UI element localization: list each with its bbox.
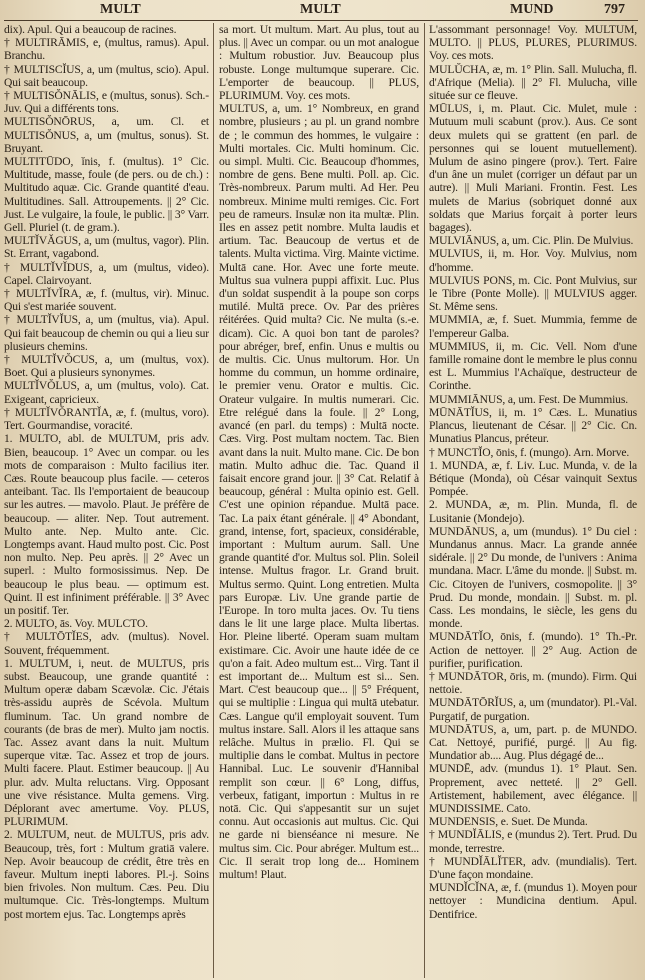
dictionary-entry: † MUNDĬĀLĬTER, adv. (mundialis). Tert. D'une façon mondaine.: [429, 854, 637, 881]
dictionary-entry: † MULTISŎNĀLIS, e (multus, sonus). Sch.-Juv. Qui a différents tons.: [4, 89, 209, 116]
dictionary-entry: † MULTĬVĬDUS, a, um (multus, video). Capel. Clairvoyant.: [4, 260, 209, 287]
dictionary-entry: † MUNDĬĀLIS, e (mundus 2). Tert. Prud. Du monde, terrestre.: [429, 828, 637, 855]
dictionary-entry: MULTISŎNŌRUS, a, um. Cl. et MULTISŎNUS, a, um (multus, sonus). St. Bruyant.: [4, 115, 209, 155]
dictionary-entry: MULTĬVĂGUS, a, um (multus, vagor). Plin. St. Errant, vagabond.: [4, 234, 209, 261]
dictionary-entry: 1. MULTUM, i, neut. de MULTUS, pris subst. Beaucoup, une grande quantité : Multum operæ dabam Scævolæ. Cic. J'étais très-assidu auprès de Scévola. Multum fluminum. Tac. Un grand nombre de courants (de bras de mer). Multo jam noctis. Tac. Assez avant dans la nuit. Multum superque vitæ. Tac. Assez et trop de jours. Multi facere. Plaut. Estimer beaucoup. || Au plur. adv. Multa reluctans. Virg. Opposant une vive résistance. Multa gemens. Virg. Déplorant avec amertume. Voy. PLUS, PLURIMUM.: [4, 656, 209, 829]
header-rule: [4, 20, 638, 21]
columns-area: [0, 23, 645, 978]
page-header: [0, 2, 645, 22]
dictionary-entry: MUNDĀTŌRĬUS, a, um (mundator). Pl.-Val. Purgatif, de purgation.: [429, 696, 637, 723]
left-guide-word: MULT: [100, 2, 141, 17]
dictionary-entry: † MULTĬVŎCUS, a, um (multus, vox). Boet. Qui a plusieurs synonymes.: [4, 353, 209, 380]
dictionary-entry: 1. MULTO, abl. de MULTUM, pris adv. Bien, beaucoup. 1° Avec un compar. ou les mots de comparaison : Multo facilius iter. Cæs. Route beaucoup plus facile. — ceteros anteibant. Tac. Ils l'emportaient de beaucoup sur les autres. — mavolo. Plaut. Je préfère de beaucoup. — aliter. Nep. Tout autrement. Multo ante. Nep. Multo ante. Cic. Longtemps avant. Haud multo post. Cic. Post non multo. Nep. Peu après. || 2° Avec un superl. : Multo formosissimus. Nep. De beaucoup le plus beau. — optimum est. Quint. Il est infiniment préférable. || 3° Avec un positif. Ter.: [4, 432, 209, 617]
dictionary-entry: † MULTĬVĬUS, a, um (multus, via). Apul. Qui fait beaucoup de chemin ou qui a lieu sur plusieurs chemins.: [4, 313, 209, 353]
dictionary-entry: MULTITŪDO, ĭnis, f. (multus). 1° Cic. Multitude, masse, foule (de pers. ou de ch.) : Multitudo aquæ. Cic. Grande quantité d'eau. Multitudines. Sall. Attroupements. || 2° Cic. Just. Le vulgaire, la foule, le public. || 3° Varr. Gell. Pluriel (t. de gram.).: [4, 155, 209, 235]
dictionary-entry: MUNDENSIS, e. Suet. De Munda.: [429, 815, 588, 829]
dictionary-entry: † MUNCTĬO, ōnis, f. (mungo). Arn. Morve.: [429, 445, 630, 459]
right-guide-word: MUND: [510, 2, 554, 17]
column-3: [429, 23, 637, 978]
dictionary-entry: L'assommant personnage! Voy. MULTUM, MULTO. || PLUS, PLURES, PLURIMUS. Voy. ces mots.: [429, 23, 637, 63]
middle-guide-word: MULT: [300, 2, 341, 17]
dictionary-entry: MULŬCHA, æ, m. 1° Plin. Sall. Mulucha, fl. d'Afrique (Melia). || 2° Fl. Mulucha, ville située sur ce fleuve.: [429, 62, 637, 103]
dictionary-entry: MUNDĬCĬNA, æ, f. (mundus 1). Moyen pour nettoyer : Mundicina dentium. Apul. Dentifrice.: [429, 881, 637, 921]
dictionary-entry: MUNDĒ, adv. (mundus 1). 1° Plaut. Sen. Proprement, avec netteté. || 2° Gell. Artistement, habilement, avec élégance. || MUNDISSIME. Cato.: [429, 762, 637, 815]
column-divider: [213, 23, 214, 978]
dictionary-entry: MUNDĀNUS, a, um (mundus). 1° Du ciel : Mundanus annus. Macr. La grande année sidérale. || 2° Du monde, de l'univers : Anima mundana. Macr. L'âme du monde. || Subst. m. Cic. Citoyen de l'univers, cosmopolite. || 3° Prud. Du monde, mondain. || Subst. m. pl. Cass. Les mondains, le siècle, les gens du monde.: [429, 524, 637, 631]
dictionary-entry: sa mort. Ut multum. Mart. Au plus, tout au plus. || Avec un compar. ou un mot analogue : Multum robustior. Juv. Beaucoup plus robuste. Longe multumque superare. Cic. L'emporter de beaucoup. || PLUS, PLURIMUM. Voy. ces mots.: [219, 23, 419, 103]
dictionary-entry: MULVIUS, ii, m. Hor. Voy. Mulvius, nom d'homme.: [429, 247, 637, 274]
dictionary-entry: † MULTIRĀMIS, e, (multus, ramus). Apul. Branchu.: [4, 36, 209, 63]
dictionary-entry: 2. MUNDA, æ, m. Plin. Munda, fl. de Lusitanie (Mondejo).: [429, 498, 637, 525]
dictionary-entry: 2. MULTO, ās. Voy. MULCTO.: [4, 617, 148, 631]
dictionary-entry: MUNDĀTĬO, ōnis, f. (mundo). 1° Th.-Pr. Action de nettoyer. || 2° Aug. Action de purifier, purification.: [429, 630, 637, 670]
dictionary-entry: † MULTISCĬUS, a, um (multus, scio). Apul. Qui sait beaucoup.: [4, 62, 209, 89]
dictionary-entry: † MULTĬVŎRANTĬA, æ, f. (multus, voro). Tert. Gourmandise, voracité.: [4, 405, 209, 433]
dictionary-entry: † MULTŌTĬES, adv. (multus). Novel. Souvent, fréquemment.: [4, 630, 209, 657]
dictionary-entry: † MUNDĀTOR, ōris, m. (mundo). Firm. Qui nettoie.: [429, 669, 637, 697]
dictionary-entry: MULVIĀNUS, a, um. Cic. Plin. De Mulvius.: [429, 234, 634, 248]
column-1: [4, 23, 209, 978]
dictionary-entry: MŪNĀTĬUS, ii, m. 1° Cæs. L. Munatius Plancus, lieutenant de César. || 2° Cic. Cn. Munatius Plancus, préteur.: [429, 405, 637, 446]
dictionary-entry: MUMMIUS, ii, m. Cic. Vell. Nom d'une famille romaine dont le membre le plus connu est L. Mummius l'Achaïque, destructeur de Corinthe.: [429, 339, 637, 393]
dictionary-entry: MŪLUS, i, m. Plaut. Cic. Mulet, mule : Mutuum muli scabunt (prov.). Aus. Ce sont deux mulets qui se grattent (en parl. de personnes qui se louent mutuellement). Mulum de asino pingere (prov.). Tert. Faire d'un âne un mulet (corriger un défaut par un autre). || Muli Mariani. Frontin. Fest. Les mulets de Marius (sobriquet donné aux soldats que Marius forçait à porter leurs bagages).: [429, 102, 637, 235]
dictionary-entry: MUMMIA, æ, f. Suet. Mummia, femme de l'empereur Galba.: [429, 313, 637, 340]
dictionary-entry: 1. MUNDA, æ, f. Liv. Luc. Munda, v. de la Bétique (Monda), où César vainquit Sextus Pompée.: [429, 458, 637, 499]
column-divider: [424, 23, 425, 978]
dictionary-entry: MULTUS, a, um. 1° Nombreux, en grand nombre, plusieurs ; au pl. un grand nombre de ; le commun des hommes, le vulgaire : Multi mortales. Cic. Multi hominum. Cic. ou simpl. Multi. Cic. Beaucoup d'hommes, nombre de gens. Bene multi. Poll. ap. Cic. Très-nombreux. Parum multi. Ad Her. Peu nombreux. Minime multi remiges. Cic. Fort peu de rameurs. Insulæ non ita multæ. Plin. Iles en assez petit nombre. Multa laudis et artium. Tac. Beaucoup de vertus et de talents. Multa victima. Virg. Mainte victime. Multā cane. Hor. Avec une forte meute. Multus sua vulnera puppi affixit. Luc. Plus d'un soldat suspendit à la poupe son corps mutilé. Multā prece. Ov. Par des prières réitérées. Quid multa? Cic. Ne multa (s.-e. dicam). Cic. A quoi bon tant de paroles? pour abréger, bref, enfin. Unus e multis ou de multis. Cic. Unus multorum. Hor. Un homme du commun, un homme ordinaire, le premier venu. Orator e multis. Cic. Orateur vulgaire. In multis numerari. Cic. Etre relégué dans la foule. || 2° Long, avancé (en parl. du temps) : Multā nocte. Cæs. Virg. Post multam noctem. Tac. Bien avant dans la nuit. Multo mane. Cic. De bon matin. Multo adhuc die. Tac. Quand il faisait encore grand jour. || 3° Cat. Relatif à beaucoup, général : Multa opinio est. Gell. C'est une opinion répandue. Multā pace. Tac. La paix étant générale. || 4° Abondant, grand, intense, fort, spacieux, considérable, important : Multum aurum. Sall. Une grande quantité d'or. Multus sol. Plin. Soleil intense. Multus fragor. Lr. Grand bruit. Multus sermo. Quint. Long entretien. Multa pars Europæ. Liv. Une grande partie de l'Europe. In toro multa jaces. Ov. Tu tiens dans le lit une large place. Multa libertas. Hor. Pleine liberté. Operam suam multam existimare. Cic. Avoir une haute idée de ce qu'on a fait. Adeo multum est... Virg. Tant il est important de... Multum est si... Sen. Mart. C'est beaucoup que... || 5° Fréquent, qui se multiplie : Lingua qui multā utebatur. Cæs. Langue qu'il employait souvent. Tum multus instare. Sall. Alors il les attaque sans relâche. Multus in prælio. Fl. Qui se multiplie dans le combat. Multus in pectore Hannibal. Luc. Le souvenir d'Hannibal remplit son cœur. || 6° Long, diffus, verbeux, fatigant, importun : Multus in re notā. Cic. Qui s'appesantit sur un sujet connu. Aut occasionis aut multus. Cic. Qui ne garde ni bienséance ni mesure. Ne multus sim. Cic. Pour abréger. Multum est... Cic. Il serait trop long de... Hominem multum! Plaut.: [219, 102, 419, 881]
dictionary-entry: † MULTĬVĬRA, æ, f. (multus, vir). Minuc. Qui s'est mariée souvent.: [4, 287, 209, 314]
dictionary-entry: MULTĬVŎLUS, a, um (multus, volo). Cat. Exigeant, capricieux.: [4, 379, 209, 406]
dictionary-entry: MUMMIĀNUS, a, um. Fest. De Mummius.: [429, 392, 628, 406]
page-number: 797: [604, 2, 625, 17]
dictionary-entry: MUNDĀTUS, a, um, part. p. de MUNDO. Cat. Nettoyé, purifié, purgé. || Au fig. Mundatior ab.... Aug. Plus dégagé de...: [429, 722, 637, 763]
dictionary-entry: MULVIUS PONS, m. Cic. Pont Mulvius, sur le Tibre (Ponte Molle). || MULVIUS agger. St. Même sens.: [429, 273, 637, 314]
column-2: [219, 23, 419, 978]
dictionary-entry: dix). Apul. Qui a beaucoup de racines.: [4, 23, 177, 36]
dictionary-entry: 2. MULTUM, neut. de MULTUS, pris adv. Beaucoup, très, fort : Multum gratiā valere. Nep. Avoir beaucoup de crédit, être très en faveur. Multum inepti labores. Pl.-j. Soins bien frivoles. Non multum. Cæs. Peu. Diu multumque. Cic. Très-longtemps. Multum post mortem ejus. Tac. Longtemps après: [4, 828, 209, 921]
